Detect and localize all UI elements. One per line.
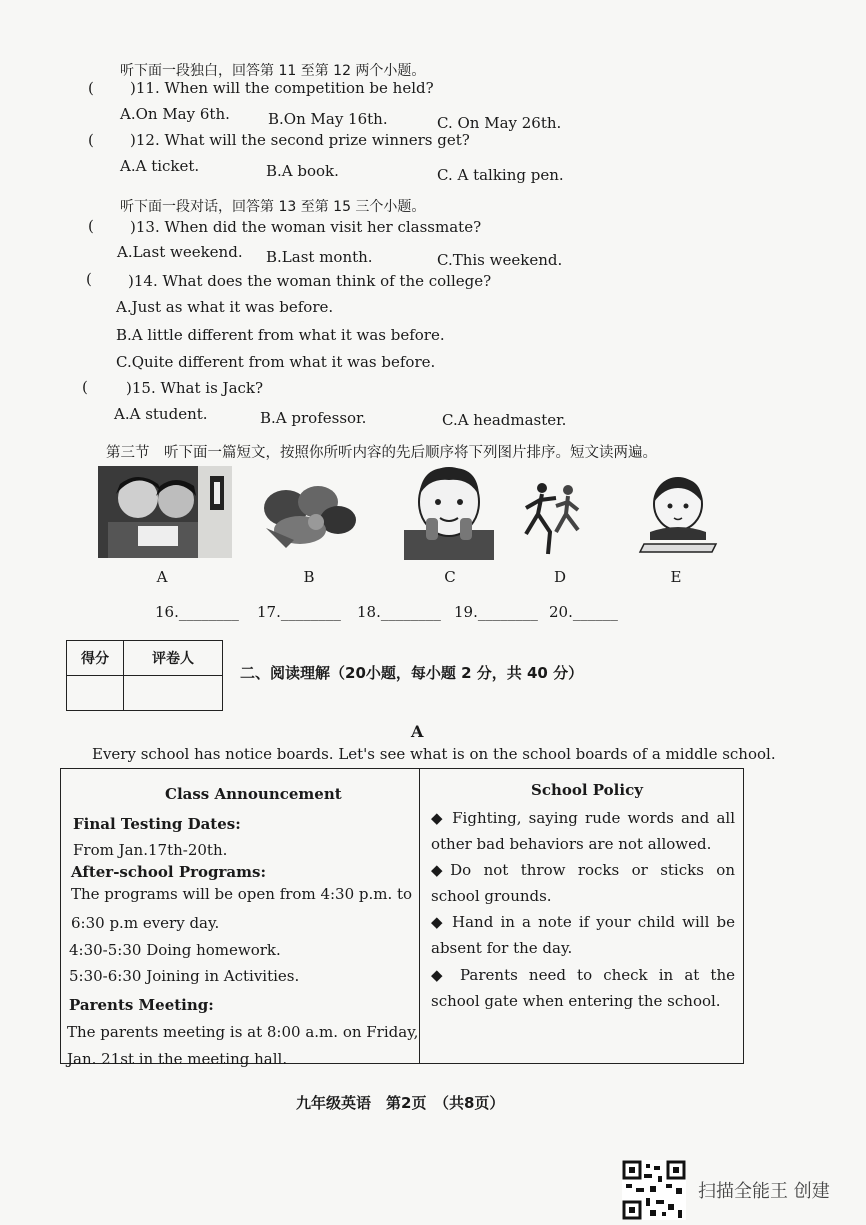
programs-line-3: 4:30-5:30 Doing homework. [69,941,281,959]
reading-intro: Every school has notice boards. Let's see what is on the school boards of a middle school. [92,745,776,763]
answer-blank-16[interactable]: 16.________ [155,603,239,621]
final-testing-dates: From Jan.17th-20th. [73,841,228,859]
school-policy-title: School Policy [531,781,643,799]
q14-option-a: A.Just as what it was before. [116,298,334,316]
qr-code-icon [622,1160,686,1220]
final-testing-heading: Final Testing Dates: [73,815,241,833]
picture-a-students-reading [98,466,232,558]
answer-blank-17[interactable]: 17.________ [257,603,341,621]
q13-option-b: B.Last month. [266,248,373,266]
score-header: 得分 [67,641,124,676]
q13-option-a: A.Last weekend. [117,243,243,261]
q14-option-b: B.A little different from what it was before. [116,326,445,344]
parents-meeting-line-2: Jan. 21st in the meeting hall. [67,1050,288,1068]
policy-item-4: ◆ Parents need to check in at the school gate when entering the school. [431,966,735,1010]
picture-label-d: D [553,568,567,586]
q12-option-b: B.A book. [266,162,339,180]
school-policy [421,769,741,1063]
picture-label-e: E [670,568,682,586]
question-14: )14. What does the woman think of the college? [128,272,492,290]
q13-option-c: C.This weekend. [437,251,563,269]
grader-header: 评卷人 [124,641,223,676]
answer-blank-18[interactable]: 18.________ [357,603,441,621]
picture-d-running [516,478,588,558]
section-3-instruction: 第三节 听下面一篇短文，按照你所听内容的先后顺序将下列图片排序。短文读两遍。 [106,445,657,461]
picture-e-boy-writing [636,474,720,554]
picture-c-boy-smiling [402,462,496,560]
q12-option-c: C. A talking pen. [437,166,564,184]
scanner-watermark: 扫描全能王 创建 [698,1181,830,1202]
answer-paren-13: ( [88,217,94,235]
question-13: )13. When did the woman visit her classmate? [130,218,482,236]
reading-part-a: A [411,722,424,741]
after-school-heading: After-school Programs: [71,863,266,881]
class-announcement [61,769,420,1068]
page-footer: 九年级英语 第2页 （共8页） [296,1094,505,1112]
notice-board-table [60,768,744,1068]
class-announcement-title: Class Announcement [165,785,342,803]
picture-label-b: B [303,568,315,586]
question-15: )15. What is Jack? [126,379,264,397]
q15-option-c: C.A headmaster. [442,411,567,429]
answer-paren-12: ( [88,131,94,149]
q11-option-c: C. On May 26th. [437,114,562,132]
score-table [66,640,223,711]
answer-paren-11: ( [88,79,94,97]
programs-line-4: 5:30-6:30 Joining in Activities. [69,967,300,985]
parents-meeting-line-1: The parents meeting is at 8:00 a.m. on Friday, [67,1023,419,1041]
reading-section-heading: 二、阅读理解（20小题，每小题 2 分，共 40 分） [240,664,584,682]
answer-blank-19[interactable]: 19.________ [454,603,538,621]
q11-option-a: A.On May 6th. [120,105,230,123]
policy-item-1: ◆ Fighting, saying rude words and all other bad behaviors are not allowed. [431,809,735,853]
programs-line-1: The programs will be open from 4:30 p.m. to [71,885,413,903]
instruction-11-12: 听下面一段独白，回答第 11 至第 12 两个小题。 [120,63,426,79]
q11-option-b: B.On May 16th. [268,110,388,128]
picture-b-vegetables [256,478,360,552]
question-11: )11. When will the competition be held? [130,79,434,97]
answer-blank-20[interactable]: 20.______ [549,603,618,621]
picture-label-a: A [156,568,168,586]
policy-item-3: ◆ Hand in a note if your child will be absent for the day. [431,913,735,957]
parents-meeting-heading: Parents Meeting: [69,996,214,1014]
programs-line-2: 6:30 p.m every day. [71,914,220,932]
answer-paren-15: ( [82,378,88,396]
instruction-13-15: 听下面一段对话，回答第 13 至第 15 三个小题。 [120,199,426,215]
q14-option-c: C.Quite different from what it was before. [116,353,436,371]
q12-option-a: A.A ticket. [120,157,200,175]
answer-paren-14: ( [86,270,92,288]
policy-item-2: ◆Do not throw rocks or sticks on school grounds. [431,861,735,905]
picture-label-c: C [444,568,456,586]
grader-cell[interactable] [124,676,223,711]
q15-option-b: B.A professor. [260,409,367,427]
question-12: )12. What will the second prize winners get? [130,131,470,149]
q15-option-a: A.A student. [114,405,208,423]
score-cell[interactable] [67,676,124,711]
